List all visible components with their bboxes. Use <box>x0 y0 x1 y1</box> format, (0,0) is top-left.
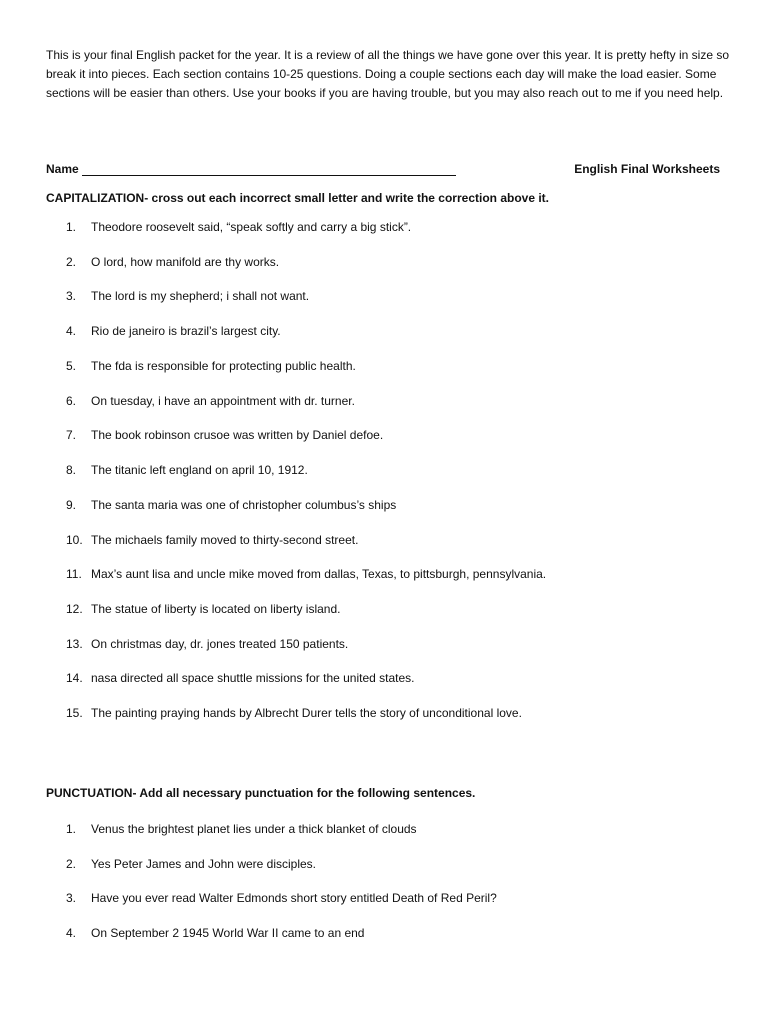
item-number: 14. <box>66 671 83 685</box>
item-number: 6. <box>66 394 77 408</box>
item-text: Have you ever read Walter Edmonds short story entitled Death of Red Peril? <box>91 891 497 905</box>
item-text: On tuesday, i have an appointment with dr. turner. <box>91 394 355 408</box>
intro-paragraph: This is your final English packet for the year. It is a review of all the things we have gone over this year. It is pretty hefty in size so break it into pieces. Each section contains 10-25 questions. Doing a couple sections each day will make the load easier. Some sections will be easier than others. Use your books if you are having trouble, but you may also reach out to me if you need help. <box>46 48 729 100</box>
item-text: The titanic left england on april 10, 1912. <box>91 463 308 477</box>
item-text: Max’s aunt lisa and uncle mike moved from dallas, Texas, to pittsburgh, pennsylvania. <box>91 567 547 581</box>
item-number: 11. <box>66 567 82 581</box>
item-number: 9. <box>66 498 77 512</box>
item-text: The book robinson crusoe was written by Daniel defoe. <box>91 428 384 442</box>
capitalization-heading: CAPITALIZATION- cross out each incorrect small letter and write the correction above it. <box>46 191 549 205</box>
item-text: Rio de janeiro is brazil’s largest city. <box>91 324 281 338</box>
item-number: 2. <box>66 255 77 269</box>
item-text: The painting praying hands by Albrecht Durer tells the story of unconditional love. <box>91 706 522 720</box>
item-number: 4. <box>66 926 77 940</box>
item-text: The statue of liberty is located on liberty island. <box>91 602 341 616</box>
item-text: Yes Peter James and John were disciples. <box>91 857 317 871</box>
item-text: The lord is my shepherd; i shall not want. <box>91 289 310 303</box>
item-number: 13. <box>66 637 83 651</box>
item-number: 2. <box>66 857 77 871</box>
item-text: The santa maria was one of christopher columbus’s ships <box>91 498 397 512</box>
punctuation-heading: PUNCTUATION- Add all necessary punctuation for the following sentences. <box>46 786 476 800</box>
item-number: 12. <box>66 602 83 616</box>
item-text: Venus the brightest planet lies under a thick blanket of clouds <box>91 822 417 836</box>
item-number: 4. <box>66 324 77 338</box>
item-number: 1. <box>66 822 77 836</box>
item-text: On christmas day, dr. jones treated 150 patients. <box>91 637 349 651</box>
item-text: O lord, how manifold are thy works. <box>91 255 280 269</box>
item-number: 3. <box>66 891 77 905</box>
item-text: Theodore roosevelt said, “speak softly and carry a big stick”. <box>91 220 412 234</box>
item-text: nasa directed all space shuttle missions for the united states. <box>91 671 415 685</box>
item-text: On September 2 1945 World War II came to an end <box>91 926 365 940</box>
item-number: 8. <box>66 463 77 477</box>
item-number: 10. <box>66 533 83 547</box>
name-label: Name <box>46 162 79 176</box>
name-blank-line <box>82 175 456 176</box>
item-number: 7. <box>66 428 77 442</box>
name-row <box>46 162 720 180</box>
worksheet-title: English Final Worksheets <box>574 162 720 176</box>
item-number: 3. <box>66 289 77 303</box>
item-number: 15. <box>66 706 83 720</box>
item-number: 1. <box>66 220 77 234</box>
item-text: The fda is responsible for protecting public health. <box>91 359 356 373</box>
item-text: The michaels family moved to thirty-second street. <box>91 533 359 547</box>
item-number: 5. <box>66 359 77 373</box>
